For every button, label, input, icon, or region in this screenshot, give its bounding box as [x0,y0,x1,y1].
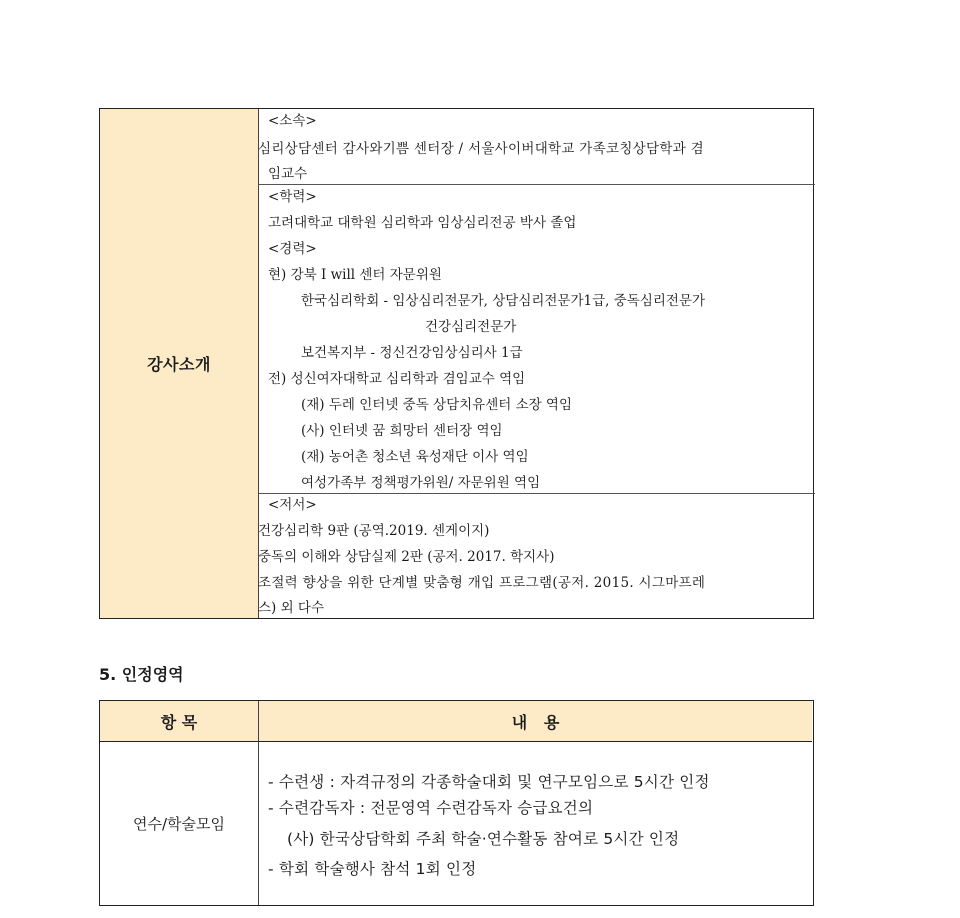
career-line: (재) 두레 인터넷 중독 상담치유센터 소장 역임 [301,397,573,413]
career-line: 현) 강북 I will 센터 자문위원 [268,267,442,283]
content-line: - 학회 학술행사 참석 1회 인정 [268,860,477,878]
affiliation-line: 심리상담센터 감사와기쁨 센터장 / 서울사이버대학교 가족코칭상담학과 겸 [258,141,704,157]
content-line: - 수련생 : 자격규정의 각종학술대회 및 연구모임으로 5시간 인정 [268,773,710,791]
career-line: 한국심리학회 - 임상심리전문가, 상담심리전문가1급, 중독심리전문가 [301,293,706,309]
instructor-header-cell [100,109,259,618]
education-label: <학력> [268,189,317,205]
career-line: (재) 농어촌 청소년 육성재단 이사 역임 [301,449,529,465]
section-title: 5. 인정영역 [99,665,184,684]
row-item-cell [100,742,259,905]
publications-label: <저서> [268,497,317,513]
affiliation-label: <소속> [268,113,317,129]
publication-line: 스) 외 다수 [258,600,325,616]
content-line: (사) 한국상담학회 주최 학술·연수활동 참여로 5시간 인정 [287,830,680,848]
education-career-section [259,185,815,494]
career-label: <경력> [268,241,317,257]
education-line: 고려대학교 대학원 심리학과 임상심리전공 박사 졸업 [268,215,577,231]
row-item-label: 연수/학술모임 [133,815,225,833]
career-line: 전) 성신여자대학교 심리학과 겸임교수 역임 [268,371,526,387]
column-header-item: 항 목 [100,701,259,742]
content-line: - 수련감독자 : 전문영역 수련감독자 승급요건의 [268,799,594,817]
publication-line: 중독의 이해와 상담실제 2판 (공저. 2017. 학지사) [258,549,555,565]
affiliation-line: 임교수 [268,166,308,182]
career-line: (사) 인터넷 꿈 희망터 센터장 역임 [301,423,503,439]
publication-line: 건강심리학 9판 (공역.2019. 센게이지) [258,523,490,539]
career-line: 건강심리전문가 [425,319,517,335]
publications-section [259,494,815,617]
publication-line: 조절력 향상을 위한 단계별 맞춤형 개입 프로그램(공저. 2015. 시그마프레 [258,575,706,591]
career-line: 여성가족부 정책평가위원/ 자문위원 역임 [301,475,541,491]
recognition-table [99,700,814,906]
affiliation-section [259,109,815,185]
column-header-content: 내 용 [259,701,812,742]
career-line: 보건복지부 - 정신건강임상심리사 1급 [301,345,523,361]
instructor-header-label: 강사소개 [147,355,211,374]
instructor-table [99,108,814,619]
